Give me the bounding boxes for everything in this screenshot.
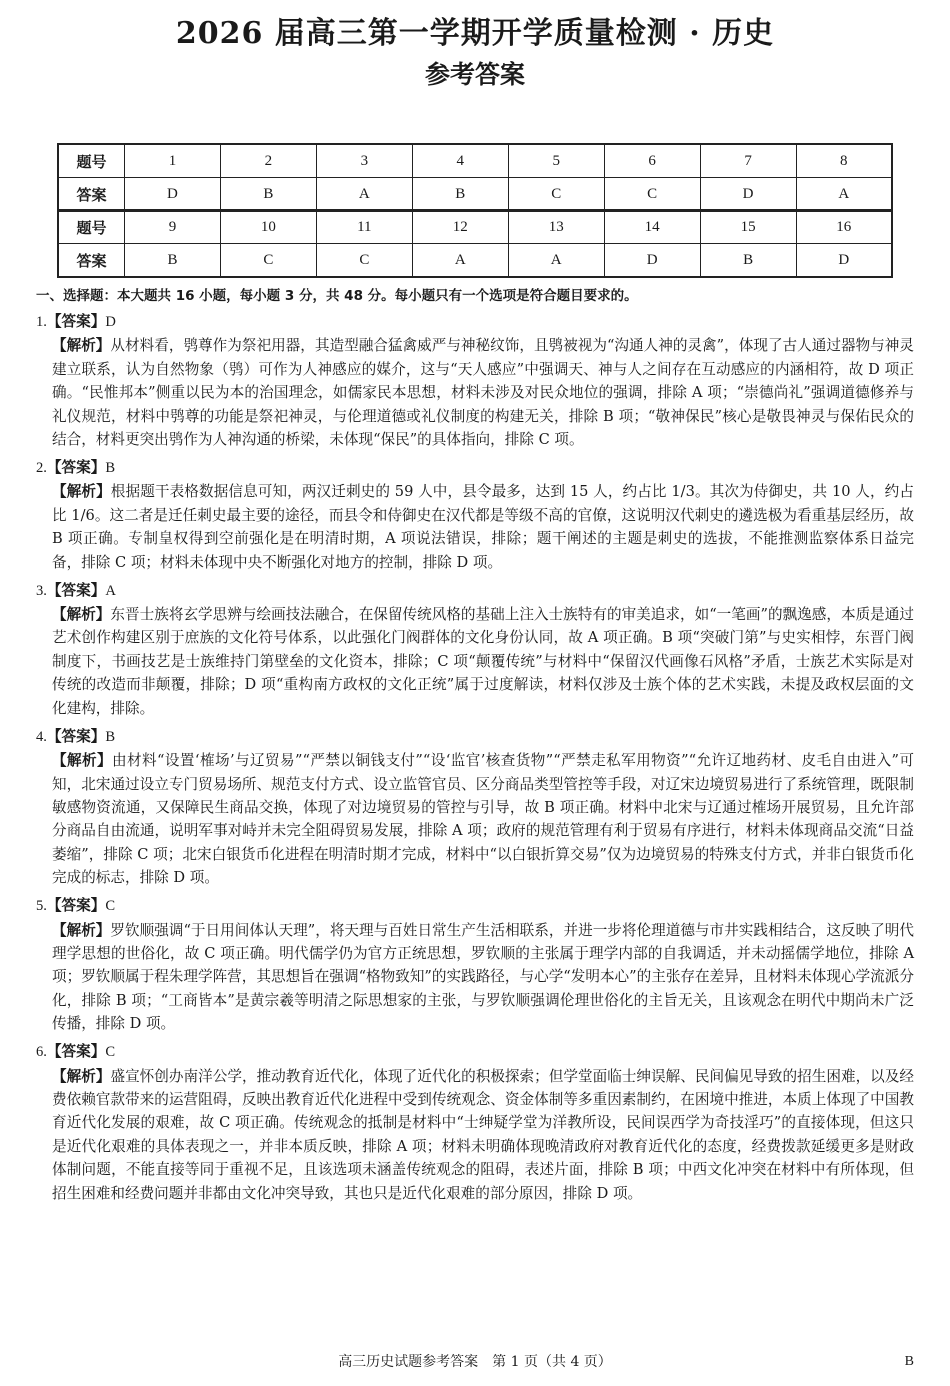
answer-letter: C: [105, 1044, 116, 1061]
answer-cell: A: [412, 244, 508, 278]
answer-line: [36, 456, 914, 480]
answer-table-2: [57, 209, 893, 278]
answer-explanations: [36, 310, 914, 1210]
question-number: 1: [125, 144, 221, 178]
answer-tag: 【答案】: [46, 459, 106, 477]
answer-letter: A: [105, 582, 116, 599]
paper-version-mark: B: [904, 1354, 914, 1369]
row-label-answer: 答案: [58, 178, 125, 212]
question-number-label: 5.: [36, 898, 47, 915]
question-item: [36, 456, 914, 574]
page-title: 2026 届高三第一学期开学质量检测 · 历史: [175, 16, 775, 51]
answer-cell: C: [604, 178, 700, 212]
question-number-label: 4.: [36, 728, 47, 745]
question-number-label: 6.: [36, 1044, 47, 1061]
question-number: 11: [316, 210, 412, 244]
answer-line: [36, 579, 914, 603]
answer-line: [36, 310, 914, 334]
page-subtitle: 参考答案: [424, 60, 525, 89]
question-number-row: [58, 210, 892, 244]
analysis-text: 从材料看，鸮尊作为祭祀用器，其造型融合猛禽威严与神秘纹饰，且鸮被视为“沟通人神的灵禽”，体现了古人通过器物与神灵建立联系，认为自然物象（鸮）可作为人神感应的媒介，这与“天人感应”中强调天、神与人之间存在互动感应的内涵相符，故 D 项正确。“民惟邦本”侧重以民为本的治国理念，如儒家民本思想，材料未涉及对民众地位的强调，排除 A 项；“崇德尚礼”强调道德修养与礼仪规范，材料中鸮尊的功能是祭祀神灵，与伦理道德或礼仪制度的构建无关，排除 B 项；“敬神保民”核心是敬畏神灵与保佑民众的结合，材料更突出鸮作为人神沟通的桥梁，未体现“保民”的具体指向，排除 C 项。: [52, 337, 914, 449]
answer-cell: B: [412, 178, 508, 212]
question-item: [36, 1040, 914, 1205]
analysis-text: 罗钦顺强调“于日用间体认天理”，将天理与百姓日常生产生活相联系，并进一步将伦理道德与市井实践相结合，这反映了明代理学思想的世俗化，故 C 项正确。明代儒学仍为官方正统思想，罗钦顺的主张属于理学内部的自我调适，并未动摇儒学地位，排除 A 项；罗钦顺属于程朱理学阵营，其思想旨在强调“格物致知”的实践路径，与心学“发明本心”的主张存在差异，且材料未体现心学流派分化，排除 B 项；“工商皆本”是黄宗羲等明清之际思想家的主张，与罗钦顺强调伦理世俗化的主旨无关，且该观念在明代中期尚未广泛传播，排除 D 项。: [52, 921, 914, 1033]
question-number-label: 3.: [36, 582, 47, 599]
answer-letter: C: [105, 898, 116, 915]
question-number: 8: [796, 144, 892, 178]
question-item: [36, 894, 914, 1035]
answer-cell: C: [316, 244, 412, 278]
analysis-tag: 【解析】: [52, 483, 111, 501]
question-number-row: [58, 144, 892, 178]
page-footer: 高三历史试题参考答案 第 1 页（共 4 页）: [338, 1354, 612, 1370]
question-number: 3: [316, 144, 412, 178]
answer-tag: 【答案】: [46, 1043, 106, 1061]
analysis-paragraph: [36, 480, 914, 574]
answer-cell: D: [700, 178, 796, 212]
answer-cell: D: [125, 178, 221, 212]
analysis-tag: 【解析】: [52, 337, 111, 355]
answer-cell: D: [796, 244, 892, 278]
analysis-paragraph: [36, 1065, 914, 1205]
analysis-text: 盛宣怀创办南洋公学，推动教育近代化，体现了近代化的积极探索；但学堂面临士绅误解、民间偏见导致的招生困难，以及经费依赖官款带来的运营阻碍，反映出教育近代化进程中受到传统观念、资金体制等多重因素制约，在困境中推进，本质上体现了中国教育近代化发展的艰难，故 C 项正确。传统观念的抵制是材料中“士绅疑学堂为洋教所设，民间误西学为奇技淫巧”的直接体现，但这只是近代化艰难的具体表现之一，并非本质反映，排除 A 项；材料未明确体现晚清政府对教育近代化的态度，经费拨款延缓更多是财政体制问题，不能直接等同于重视不足，且该选项未涵盖传统观念的阻碍，表述片面，排除 B 项；中西文化冲突在材料中有所体现，但招生困难和经费问题并非都由文化冲突导致，其也只是近代化艰难的部分原因，排除 D 项。: [52, 1067, 914, 1202]
question-number: 14: [604, 210, 700, 244]
analysis-tag: 【解析】: [52, 1067, 111, 1085]
answer-row: [58, 244, 892, 278]
analysis-paragraph: [36, 334, 914, 451]
answer-tag: 【答案】: [46, 313, 106, 330]
question-number: 9: [125, 210, 221, 244]
question-number: 4: [412, 144, 508, 178]
answer-row: [58, 178, 892, 212]
answer-cell: A: [796, 178, 892, 212]
answer-letter: B: [105, 460, 116, 477]
answer-letter: B: [105, 728, 116, 745]
analysis-tag: 【解析】: [52, 921, 111, 939]
answer-tag: 【答案】: [46, 897, 106, 915]
answer-line: [36, 894, 914, 918]
analysis-text: 东晋士族将玄学思辨与绘画技法融合，在保留传统风格的基础上注入士族特有的审美追求，如“一笔画”的飘逸感，本质是通过艺术创作构建区别于庶族的文化符号体系，以此强化门阀群体的文化身份认同，故 A 项正确。B 项“突破门第”与史实相悖，东晋门阀制度下，书画技艺是士族维持门第壁垒的文化资本，排除；C 项“颠覆传统”与材料中“保留汉代画像石风格”矛盾，士族艺术实际是对传统的改造而非颠覆，排除；D 项“重构南方政权的文化正统”属于过度解读，材料仅涉及士族个体的艺术实践，未提及政权层面的文化建构，排除。: [52, 606, 914, 717]
answer-cell: A: [508, 244, 604, 278]
question-number: 7: [700, 144, 796, 178]
question-number: 6: [604, 144, 700, 178]
analysis-paragraph: [36, 919, 914, 1036]
answer-line: [36, 725, 914, 749]
answer-cell: A: [316, 178, 412, 212]
question-number: 2: [220, 144, 316, 178]
answer-table-1: [57, 143, 893, 212]
analysis-paragraph: [36, 603, 914, 720]
answer-cell: C: [220, 244, 316, 278]
answer-line: [36, 1040, 914, 1064]
question-number: 5: [508, 144, 604, 178]
analysis-text: 根据题干表格数据信息可知，两汉迁刺史的 59 人中，县令最多，达到 15 人，约占比 1/3。其次为侍御史，共 10 人，约占比 1/6。这二者是迁任刺史最主要的途径，而县令和侍御史在汉代都是等级不高的官僚，这说明汉代刺史的遴选极为看重基层经历，故 B 项正确。专制皇权得到空前强化是在明清时期，A 项说法错误，排除；题干阐述的主题是刺史的选拔，不能推测监察体系日益完备，排除 C 项；材料未体现中央不断强化对地方的控制，排除 D 项。: [52, 483, 914, 571]
answer-cell: B: [125, 244, 221, 278]
analysis-tag: 【解析】: [52, 606, 111, 624]
answer-letter: D: [105, 314, 116, 330]
question-number: 12: [412, 210, 508, 244]
answer-tag: 【答案】: [46, 581, 106, 599]
question-number-label: 2.: [36, 460, 47, 477]
question-item: [36, 310, 914, 451]
answer-cell: B: [700, 244, 796, 278]
row-label-question: 题号: [58, 210, 125, 244]
answer-cell: D: [604, 244, 700, 278]
question-number: 13: [508, 210, 604, 244]
answer-tag: 【答案】: [46, 727, 106, 745]
question-number: 15: [700, 210, 796, 244]
section-heading: 一、选择题：本大题共 16 小题，每小题 3 分，共 48 分。每小题只有一个选项是符合题目要求的。: [36, 288, 638, 304]
answer-cell: C: [508, 178, 604, 212]
analysis-text: 由材料“设置‘榷场’与辽贸易”“严禁以铜钱支付”“设‘监官’核查货物”“严禁走私军用物资”“允许辽地药材、皮毛自由进入”可知，北宋通过设立专门贸易场所、规范支付方式、设立监管官员、区分商品类型管控等手段，对辽宋边境贸易进行了系统管理，既限制敏感物资流通，又保障民生商品交换，体现了对边境贸易的管控与引导，故 B 项正确。材料中北宋与辽通过榷场开展贸易，且允许部分商品自由流通，说明军事对峙并未完全阻碍贸易发展，排除 A 项；政府的规范管理有利于贸易有序进行，材料未体现商品交流“日益萎缩”，排除 C 项；北宋白银货币化进程在明清时期才完成，材料中“以白银折算交易”仅为边境贸易的特殊支付方式，并非白银货币化完成的标志，排除 D 项。: [52, 752, 914, 887]
row-label-answer: 答案: [58, 244, 125, 278]
answer-cell: B: [220, 178, 316, 212]
question-item: [36, 579, 914, 720]
analysis-tag: 【解析】: [52, 752, 113, 770]
question-number: 10: [220, 210, 316, 244]
analysis-paragraph: [36, 749, 914, 889]
row-label-question: 题号: [58, 144, 125, 178]
question-item: [36, 725, 914, 890]
question-number: 16: [796, 210, 892, 244]
question-number-label: 1.: [36, 314, 47, 330]
